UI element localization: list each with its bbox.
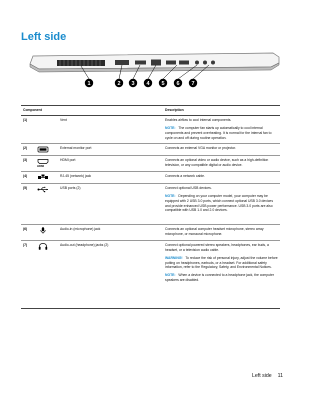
row-icon-cell (35, 143, 58, 155)
svg-text:7: 7 (191, 81, 195, 87)
component-description: Connects a network cable. (163, 171, 280, 183)
header-component: Component (21, 106, 163, 116)
microphone-icon (37, 227, 49, 234)
headphone-jack-1 (203, 61, 207, 65)
table-row (21, 155, 280, 171)
note-text: When a device is connected to a headphone jack, the computer speakers are disabled. (165, 273, 274, 283)
row-number: (6) (21, 224, 35, 240)
component-name: HDMI port (58, 155, 163, 171)
headphone-jack-2 (211, 61, 215, 65)
component-name: Audio-in (microphone) jack (58, 224, 163, 240)
note-label: NOTE: (165, 125, 176, 130)
note (165, 194, 278, 214)
headphone-icon (37, 243, 49, 250)
component-name: Vent (58, 115, 163, 143)
table-row (21, 143, 280, 155)
callout-2 (115, 79, 123, 87)
footer-section-title: Left side (252, 373, 272, 379)
row-icon-cell (35, 224, 58, 240)
warning-label: WARNING! (165, 255, 183, 260)
callout-3 (129, 79, 137, 87)
svg-text:6: 6 (176, 81, 180, 87)
laptop-left-side-illustration (27, 52, 283, 90)
component-description (163, 183, 280, 224)
table-row (21, 171, 280, 183)
header-description: Description (163, 106, 280, 116)
component-description: Connects an external VGA monitor or projector. (163, 143, 280, 155)
row-number: (7) (21, 240, 35, 308)
row-number: (1) (21, 115, 35, 143)
row-icon-cell (35, 155, 58, 171)
network-jack-icon (37, 174, 49, 181)
svg-text:1: 1 (87, 81, 91, 87)
svg-text:5: 5 (161, 81, 165, 87)
usb-port-2 (179, 61, 189, 65)
usb-port-1 (166, 61, 176, 65)
callout-4 (144, 79, 152, 87)
description-text: Connect optional powered stereo speakers, headphones, ear buds, a headset, or a television audio cable. (165, 242, 269, 252)
note (165, 126, 278, 141)
svg-text:4: 4 (146, 81, 150, 87)
page-number: 11 (277, 373, 284, 379)
row-number: (2) (21, 143, 35, 155)
mic-jack (195, 61, 199, 65)
note-text: Depending on your computer model, your computer may be equipped with 2 USB 3.0 ports, which connect optional USB 3.0 devices and provide enhanced USB power performance. USB 3.0 ports are also compatible with USB 1.0 and 2.0 devices. (165, 193, 274, 213)
description-text: Connect optional USB devices. (165, 185, 212, 190)
table-row (21, 240, 280, 308)
component-name: Audio-out (headphone) jacks (2) (58, 240, 163, 308)
row-number: (3) (21, 155, 35, 171)
component-description (163, 240, 280, 308)
page-title: Left side (21, 31, 67, 43)
vga-port-icon (37, 146, 49, 153)
component-name: External monitor port (58, 143, 163, 155)
vga-port (115, 60, 129, 65)
usb-icon (37, 186, 49, 193)
svg-text:3: 3 (131, 81, 135, 87)
warning-text: To reduce the risk of personal injury, adjust the volume before putting on headphones, earbuds, or a headset. For additional safety information, refer to the Regulatory, Safety, and Environmental Notices. (165, 255, 278, 270)
callout-1 (85, 79, 93, 87)
row-number: (4) (21, 171, 35, 183)
warning (165, 256, 278, 271)
component-description: Connects an optional computer headset microphone, stereo array microphone, or monaural microphone. (163, 224, 280, 240)
callout-6 (174, 79, 182, 87)
network-jack (151, 60, 161, 66)
table-row (21, 224, 280, 240)
row-icon-cell (35, 183, 58, 224)
hdmi-port (135, 61, 146, 65)
note (165, 273, 278, 283)
note-text: The computer fan starts up automatically to cool internal components and prevent overheating. It is normal for the internal fan to cycle on and off during routine operation. (165, 125, 272, 140)
component-description: Connects an optional video or audio device, such as a high-definition television, or any compatible digital or audio device. (163, 155, 280, 171)
row-icon-cell (35, 115, 58, 143)
row-icon-cell (35, 171, 58, 183)
component-name: USB ports (2) (58, 183, 163, 224)
row-number: (5) (21, 183, 35, 224)
callout-5 (159, 79, 167, 87)
description-text: Enables airflow to cool internal components. (165, 117, 232, 122)
table-header-row (21, 106, 280, 116)
component-name: RJ-45 (network) jack (58, 171, 163, 183)
table-row (21, 183, 280, 224)
hdmi-icon-label: HDMI (37, 163, 45, 168)
table-row (21, 115, 280, 143)
page-footer (252, 373, 283, 379)
component-table (21, 105, 280, 309)
callout-7 (189, 79, 197, 87)
component-description (163, 115, 280, 143)
row-icon-cell (35, 240, 58, 308)
vent-grille (57, 60, 105, 66)
note-label: NOTE: (165, 273, 176, 278)
svg-text:2: 2 (117, 81, 121, 87)
note-label: NOTE: (165, 193, 176, 198)
